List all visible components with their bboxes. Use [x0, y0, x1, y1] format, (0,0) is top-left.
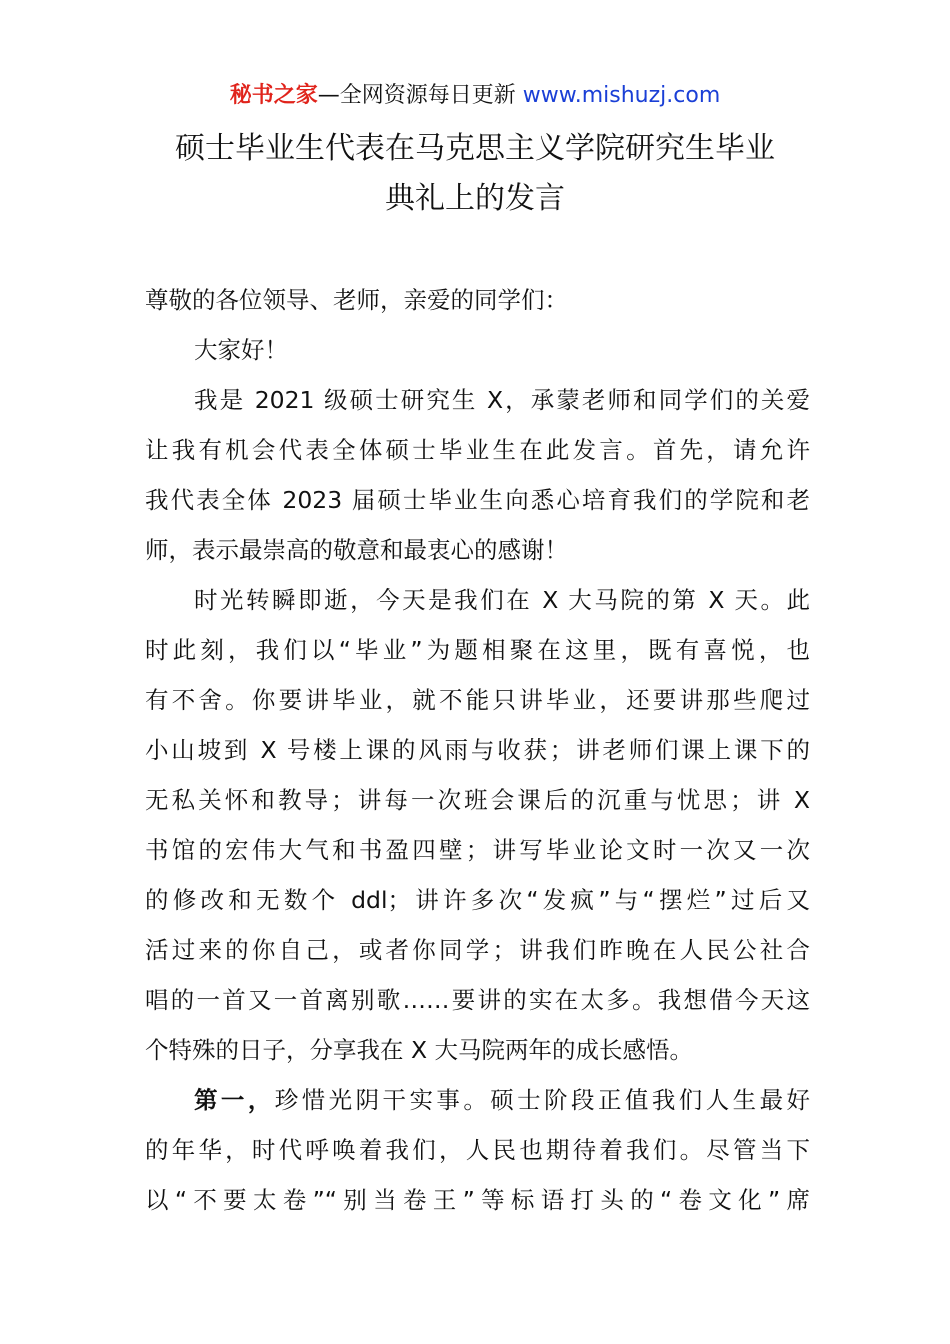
point-one-text: 珍惜光阴干实事。硕士阶段正值我们人生最好 [274, 1086, 811, 1114]
body-line: 个特殊的日子，分享我在 X 大马院两年的成长感悟。 [145, 1036, 694, 1064]
brand-name: 秘书之家 [229, 83, 318, 108]
greeting: 大家好！ [194, 336, 288, 364]
point-one-line [145, 1075, 810, 1125]
body-line: 活过来的你自己，或者你同学；讲我们昨晚在人民公社合 [145, 936, 810, 964]
title-line-1: 硕士毕业生代表在马克思主义学院研究生毕业 [175, 131, 775, 166]
salutation: 尊敬的各位领导、老师，亲爱的同学们： [145, 286, 568, 314]
document-title [120, 124, 830, 224]
point-one-lead: 第一， [194, 1086, 275, 1114]
body-line: 让我有机会代表全体硕士毕业生在此发言。首先，请允许 [145, 436, 810, 464]
body-line: 唱的一首又一首离别歌……要讲的实在太多。我想借今天这 [145, 986, 810, 1014]
body-line: 有不舍。你要讲毕业，就不能只讲毕业，还要讲那些爬过 [145, 686, 810, 714]
body-line: 的年华，时代呼唤着我们，人民也期待着我们。尽管当下 [145, 1136, 810, 1164]
body-line: 我代表全体 2023 届硕士毕业生向悉心培育我们的学院和老 [145, 486, 810, 514]
site-header [0, 80, 950, 112]
body-line: 时此刻，我们以“毕业”为题相聚在这里，既有喜悦，也 [145, 636, 810, 664]
body-line: 无私关怀和教导；讲每一次班会课后的沉重与忧思；讲 X [145, 786, 810, 814]
title-line-2: 典礼上的发言 [385, 181, 565, 216]
body-line: 我是 2021 级硕士研究生 X，承蒙老师和同学们的关爱 [194, 386, 810, 414]
body-line: 书馆的宏伟大气和书盈四壁；讲写毕业论文时一次又一次 [145, 836, 810, 864]
document-body [145, 275, 810, 1225]
body-line: 小山坡到 X 号楼上课的风雨与收获；讲老师们课上课下的 [145, 736, 810, 764]
body-line: 师，表示最崇高的敬意和最衷心的感谢！ [145, 536, 568, 564]
site-url[interactable]: www.mishuzj.com [522, 83, 721, 108]
header-tagline: —全网资源每日更新 [317, 83, 523, 108]
body-line: 的修改和无数个 ddl；讲许多次“发疯”与“摆烂”过后又 [145, 886, 810, 914]
body-line: 时光转瞬即逝，今天是我们在 X 大马院的第 X 天。此 [194, 586, 810, 614]
body-line: 以“不要太卷”“别当卷王”等标语打头的“卷文化”席 [145, 1186, 810, 1214]
